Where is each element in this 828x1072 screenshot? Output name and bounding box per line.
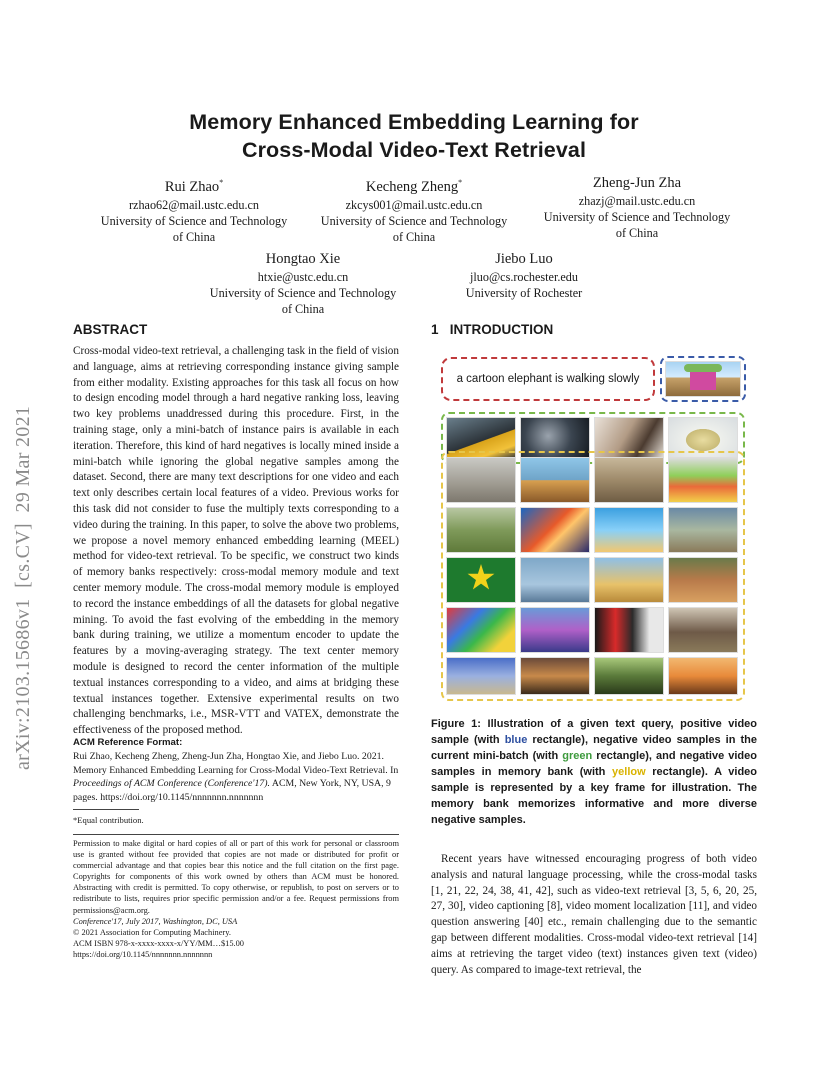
memory-frame-16 <box>668 607 738 653</box>
memory-frame-1 <box>446 457 516 503</box>
positive-sample-box <box>660 356 746 402</box>
footnote-rule <box>73 809 139 810</box>
positive-sample-frame <box>665 361 741 397</box>
permission-block <box>73 838 399 960</box>
permission-rule <box>73 834 399 835</box>
isbn-line: ACM ISBN 978-x-xxxx-xxxx-x/YY/MM…$15.00 <box>73 938 244 948</box>
intro-text: Recent years have witnessed encouraging progress of both video analysis and natural language processing, while the cross-modal tasks [1, 21, 22, 24, 38, 41, 42], such as video-text retrieval [3, 5, 6, 20, 25, 27, 30], video captioning [8], video moment localization [11], and video question answering [40] etc., remain challenging due to the semantic gap between different modalities. Cross-modal video-text retrieval [14] aims at retrieving the target video (text) instances given text (video) query. As compared to image-text retrieval, the <box>431 853 757 976</box>
author-email[interactable]: rzhao62@mail.ustc.edu.cn <box>128 197 259 212</box>
memory-frame-6 <box>520 507 590 553</box>
caption-text-b: rectangle), negative video samples in the current mini-batch (with <box>431 734 757 762</box>
caption-blue-word: blue <box>504 734 528 746</box>
memory-frame-13 <box>446 607 516 653</box>
author-name: Kecheng Zheng <box>365 178 459 195</box>
author-name: Rui Zhao <box>164 178 220 195</box>
author-email[interactable]: jluo@cs.rochester.edu <box>469 270 578 284</box>
title-line-1: Memory Enhanced Embedding Learning for <box>189 110 639 134</box>
caption-text-a: Figure 1: Illustration of a given text query, positive video sample (with <box>431 718 757 746</box>
memory-frame-8 <box>668 507 738 553</box>
memory-frame-5 <box>446 507 516 553</box>
reference-format-text <box>73 750 399 804</box>
author-affiliation-2: of China <box>615 226 659 240</box>
memory-frame-20 <box>668 657 738 695</box>
abstract-heading: ABSTRACT <box>73 322 148 337</box>
conference-line: Conference'17, July 2017, Washington, DC, USA <box>73 916 238 926</box>
author-affiliation: University of Science and Technology <box>100 213 288 228</box>
author-affiliation: University of Science and Technology <box>209 286 397 300</box>
memory-frame-2 <box>520 457 590 503</box>
author-affiliation: University of Science and Technology <box>320 213 508 228</box>
abstract-text: Cross-modal video-text retrieval, a challenging task in the field of vision and language, aims at retrieving corresponding instance giving sample from either modality. Existing approaches for this task all focus on how to design encoding model through a hard negative ranking loss, leaving two key problems unaddressed during this procedure. First, in the training stage, only a mini-batch of instance pairs is available in each iteration. Therefore, this kind of hard negatives is locally mined inside a mini-batch while ignoring the global negative samples among the dataset. Second, there are many text descriptions for one video and each text only describes certain local features of a video. Previous works for this task did not consider to fuse the multiply texts corresponding to a video during the training. In this paper, to solve the above two problems, we propose a novel memory enhanced embedding learning (MEEL) method for video-text retrieval. To be specific, we construct two kinds of memory banks respectively: cross-modal memory module and text center memory module. The cross-modal memory module is employed to record the instance embeddings of all the datasets for global negative mining. To avoid the fast evolving of the embedding in the memory bank during training, we utilize a momentum encoder to update the features by a moving-averaging strategy. The text center memory module is designed to record the center information of the multiple textual instances corresponding to a video, and aims at bridging these textual instances together. Extensive experimental results on two challenging benchmarks, i.e., MSR-VTT and VATEX, demonstrate the effectiveness of the proposed method. <box>73 345 399 737</box>
equal-mark: * <box>219 178 224 187</box>
paper-title <box>0 108 828 164</box>
memory-frame-17 <box>446 657 516 695</box>
caption-text-d: rectangle). A video sample is represented by a key frame for illustration. The memory bank memorizes informative and more diverse negative samples. <box>431 766 757 826</box>
query-box <box>441 357 655 401</box>
author-name: Zheng-Jun Zha <box>592 175 682 191</box>
author-block-4 <box>193 249 413 317</box>
author-affiliation: University of Rochester <box>465 286 583 300</box>
reference-text-a: Rui Zhao, Kecheng Zheng, Zheng-Jun Zha, Hongtao Xie, and Jiebo Luo. 2021. Memory Enhanced Embedding Learning for Cross-Modal Video-Text Retrieval. In <box>73 751 399 776</box>
memory-bank-box <box>441 451 745 701</box>
memory-frame-9 <box>446 557 516 603</box>
memory-frame-11 <box>594 557 664 603</box>
author-affiliation: University of Science and Technology <box>543 210 731 224</box>
memory-frame-4 <box>668 457 738 503</box>
caption-green-word: green <box>562 750 593 762</box>
author-affiliation-2: of China <box>281 302 325 316</box>
memory-frame-15 <box>594 607 664 653</box>
copyright-line: © 2021 Association for Computing Machinery. <box>73 927 231 937</box>
reference-text-b: ACM, New York, NY, USA, 9 pages. https://doi.org/10.1145/nnnnnnn.nnnnnnn <box>73 778 391 803</box>
doi-line[interactable]: https://doi.org/10.1145/nnnnnnn.nnnnnnn <box>73 949 213 959</box>
intro-heading: 1 INTRODUCTION <box>431 322 554 337</box>
author-email[interactable]: zhazj@mail.ustc.edu.cn <box>578 194 696 208</box>
figure-caption <box>431 716 757 828</box>
reference-venue: Proceedings of ACM Conference (Conference'17). <box>73 778 270 790</box>
footnote: *Equal contribution. <box>73 815 144 825</box>
memory-frame-3 <box>594 457 664 503</box>
memory-frame-18 <box>520 657 590 695</box>
memory-frame-10 <box>520 557 590 603</box>
author-email[interactable]: htxie@ustc.edu.cn <box>257 270 349 284</box>
memory-frame-14 <box>520 607 590 653</box>
equal-mark: * <box>458 178 463 187</box>
permission-text: Permission to make digital or hard copies of all or part of this work for personal or classroom use is granted without fee provided that copies are not made or distributed for profit or commercial advantage and that copies bear this notice and the full citation on the first page. Copyrights for components of this work owned by others than ACM must be honored. Abstracting with credit is permitted. To copy otherwise, or republish, to post on servers or to redistribute to lists, requires prior specific permission and/or a fee. Request permissions from permissions@acm.org. <box>73 839 399 915</box>
author-affiliation-2: of China <box>172 229 216 244</box>
figure-1 <box>438 354 748 702</box>
author-block-2 <box>304 173 524 245</box>
author-block-1 <box>84 173 304 245</box>
author-block-5 <box>414 249 634 301</box>
query-text: a cartoon elephant is walking slowly <box>456 373 640 385</box>
memory-frame-7 <box>594 507 664 553</box>
author-affiliation-2: of China <box>392 229 436 244</box>
memory-frame-19 <box>594 657 664 695</box>
caption-text-c: rectangle), and negative video samples in memory bank (with <box>431 750 757 778</box>
arxiv-stamp: arXiv:2103.15686v1 [cs.CV] 29 Mar 2021 <box>12 405 34 770</box>
author-email[interactable]: zkcys001@mail.ustc.edu.cn <box>345 197 483 212</box>
title-line-2: Cross-Modal Video-Text Retrieval <box>241 138 587 162</box>
author-name: Hongtao Xie <box>265 251 341 267</box>
author-block-3 <box>527 173 747 241</box>
author-name: Jiebo Luo <box>495 251 553 267</box>
memory-frame-12 <box>668 557 738 603</box>
reference-format-heading: ACM Reference Format: <box>73 737 183 748</box>
caption-yellow-word: yellow <box>612 766 646 778</box>
